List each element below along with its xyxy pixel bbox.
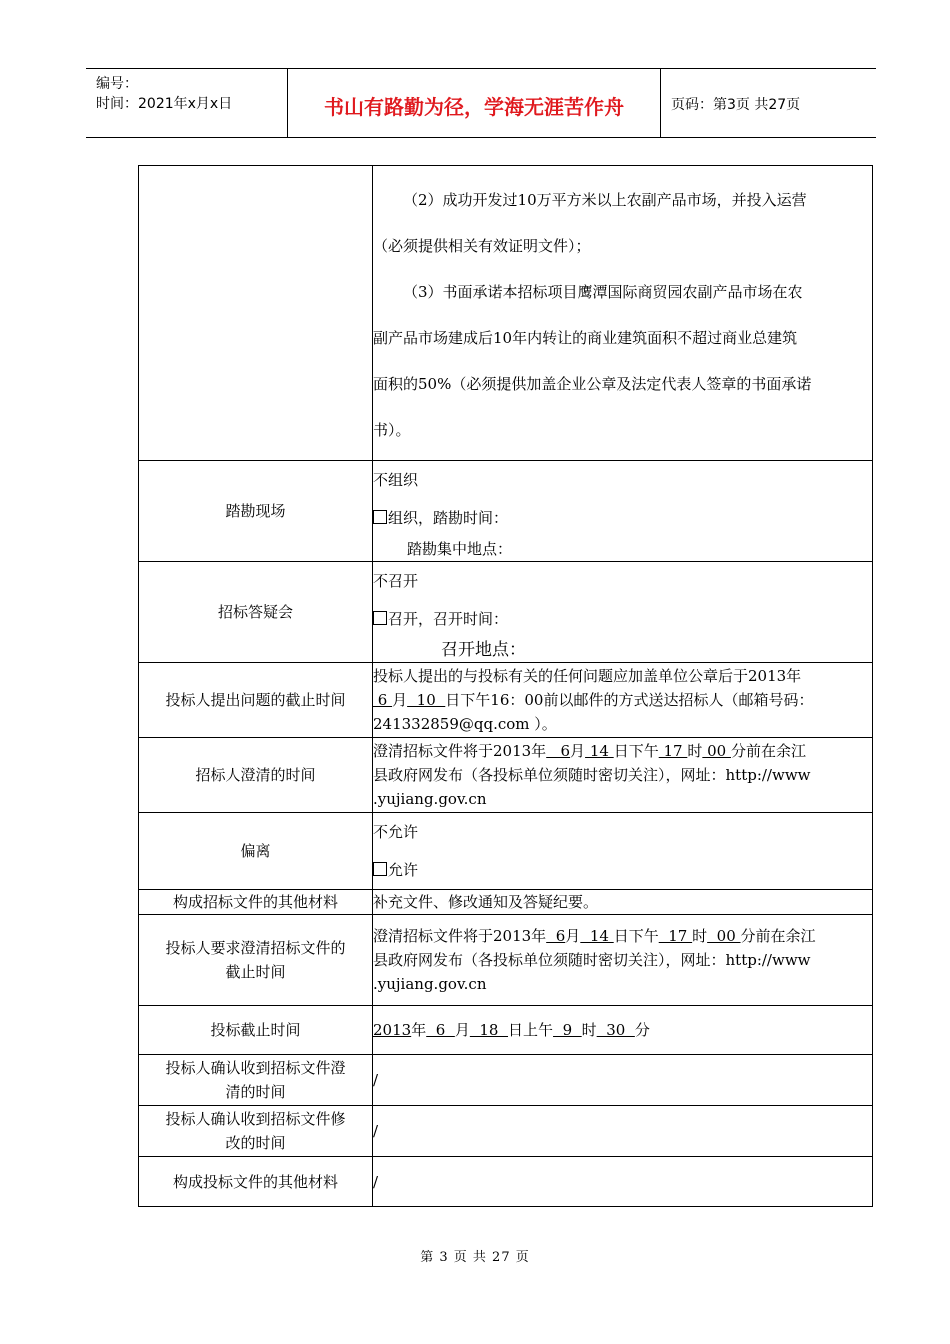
day-value: 10 xyxy=(407,691,446,709)
qualification-cell xyxy=(373,166,873,461)
value-text: 分前在余江 xyxy=(740,927,816,945)
value-line xyxy=(373,688,872,712)
table-row xyxy=(139,738,873,813)
value-text: / xyxy=(373,1055,873,1106)
header-motto-cell xyxy=(288,69,661,137)
meeting-place: 召开地点： xyxy=(441,640,526,660)
meeting-cell xyxy=(373,562,873,663)
value-text: 县政府网发布（各投标单位须随时密切关注），网址：http://www xyxy=(373,951,811,969)
month-value: 6 xyxy=(546,927,566,945)
site-visit-cell xyxy=(373,461,873,562)
deviation-cell xyxy=(373,813,873,890)
checkbox[interactable] xyxy=(373,510,387,524)
hour-value: 9 xyxy=(553,1021,582,1039)
checkbox[interactable] xyxy=(373,611,387,625)
table-row xyxy=(139,1157,873,1207)
row-label: 招标答疑会 xyxy=(139,562,373,663)
label-line: 改的时间 xyxy=(225,1134,286,1152)
label-line: 清的时间 xyxy=(225,1083,286,1101)
label-line: 投标人确认收到招标文件修 xyxy=(165,1110,346,1128)
email-text: 241332859@qq.com ）。 xyxy=(373,715,557,733)
value-text: 澄清招标文件将于2013年 xyxy=(373,927,547,945)
option-row xyxy=(373,499,872,537)
unit: 日下午 xyxy=(613,742,659,760)
qual-text: 副产品市场建成后10年内转让的商业建筑面积不超过商业总建筑 xyxy=(373,329,798,347)
day-value: 18 xyxy=(469,1021,509,1039)
clarify-time-cell xyxy=(373,738,873,813)
option-row xyxy=(373,851,872,889)
minute-value: 00 xyxy=(707,927,741,945)
value-text: 投标人提出的与投标有关的任何问题应加盖单位公章后于2013年 xyxy=(373,667,802,685)
table-row xyxy=(139,1106,873,1157)
month-value: 6 xyxy=(546,742,571,760)
hour-value: 17 xyxy=(658,927,693,945)
table-row xyxy=(139,813,873,890)
year-value: 2013 xyxy=(373,1021,412,1039)
value-line xyxy=(373,924,872,948)
unit: 日下午 xyxy=(613,927,659,945)
option-text: 不允许 xyxy=(373,823,419,841)
website-text: .yujiang.gov.cn xyxy=(373,975,487,993)
qual-text: （2）成功开发过10万平方米以上农副产品市场，并投入运营 xyxy=(403,191,807,209)
day-value: 14 xyxy=(580,927,614,945)
unit: 月 xyxy=(565,927,581,945)
table-row xyxy=(139,1055,873,1106)
doc-time: 时间：2021年x月x日 xyxy=(96,96,233,112)
value-text: 县政府网发布（各投标单位须随时密切关注），网址：http://www xyxy=(373,766,811,784)
clarify-request-cell xyxy=(373,915,873,1006)
page-number: 页码：第3页 共27页 xyxy=(671,97,801,113)
unit: 月 xyxy=(454,1021,470,1039)
label-line: 投标人要求澄清招标文件的 xyxy=(165,939,346,957)
table-row xyxy=(139,1006,873,1055)
value-text: 日下午16：00前以邮件的方式送达招标人（邮箱号码： xyxy=(445,691,814,709)
row-label: 招标人澄清的时间 xyxy=(139,738,373,813)
row-label xyxy=(139,1106,373,1157)
unit: 月 xyxy=(392,691,408,709)
option-text: 不召开 xyxy=(373,572,419,590)
value-text: / xyxy=(373,1106,873,1157)
value-text: 分前在余江 xyxy=(730,742,806,760)
option-text: 允许 xyxy=(388,861,419,879)
unit: 时 xyxy=(692,927,708,945)
option-text: 召开，召开时间： xyxy=(388,610,509,628)
unit: 年 xyxy=(411,1021,427,1039)
qual-text: （3）书面承诺本招标项目鹰潭国际商贸园农副产品市场在农 xyxy=(403,283,803,301)
option-text: 不组织 xyxy=(373,471,419,489)
qual-text: 书）。 xyxy=(373,421,411,439)
header-meta-cell xyxy=(86,69,288,137)
hour-value: 17 xyxy=(658,742,688,760)
minute-value: 00 xyxy=(702,742,731,760)
table-row xyxy=(139,562,873,663)
table-row xyxy=(139,166,873,461)
qual-text: 面积的50%（必须提供加盖企业公章及法定代表人签章的书面承诺 xyxy=(373,375,812,393)
value-text: 澄清招标文件将于2013年 xyxy=(373,742,547,760)
page-footer: 第 3 页 共 27 页 xyxy=(420,1250,530,1265)
unit: 时 xyxy=(581,1021,597,1039)
unit: 分 xyxy=(634,1021,650,1039)
unit: 月 xyxy=(570,742,586,760)
day-value: 14 xyxy=(585,742,614,760)
row-label xyxy=(139,915,373,1006)
minute-value: 30 xyxy=(596,1021,635,1039)
website-text: .yujiang.gov.cn xyxy=(373,790,487,808)
row-label: 偏离 xyxy=(139,813,373,890)
row-label-empty xyxy=(139,166,373,461)
table-row xyxy=(139,461,873,562)
qual-text: （必须提供相关有效证明文件）； xyxy=(373,237,591,255)
question-deadline-cell xyxy=(373,663,873,738)
table-row xyxy=(139,890,873,915)
row-label: 投标截止时间 xyxy=(139,1006,373,1055)
month-value: 6 xyxy=(373,691,393,709)
row-label: 投标人提出问题的截止时间 xyxy=(139,663,373,738)
option-row xyxy=(373,600,872,638)
page-header xyxy=(86,68,876,138)
table-row xyxy=(139,915,873,1006)
row-label: 踏勘现场 xyxy=(139,461,373,562)
table-row xyxy=(139,663,873,738)
unit: 日上午 xyxy=(508,1021,554,1039)
value-text: 补充文件、修改通知及答疑纪要。 xyxy=(373,890,873,915)
checkbox[interactable] xyxy=(373,862,387,876)
bid-deadline-cell xyxy=(373,1006,873,1055)
value-text: / xyxy=(373,1157,873,1207)
site-place: 踏勘集中地点： xyxy=(407,540,513,558)
label-line: 投标人确认收到招标文件澄 xyxy=(165,1059,346,1077)
row-label xyxy=(139,1055,373,1106)
row-label: 构成投标文件的其他材料 xyxy=(139,1157,373,1207)
unit: 时 xyxy=(687,742,703,760)
doc-code: 编号： xyxy=(96,76,138,92)
label-line: 截止时间 xyxy=(225,963,286,981)
option-text: 组织，踏勘时间： xyxy=(388,509,509,527)
bid-info-table xyxy=(138,165,873,1207)
motto: 书山有路勤为径，学海无涯苦作舟 xyxy=(324,95,624,119)
month-value: 6 xyxy=(426,1021,455,1039)
header-page-cell xyxy=(661,69,876,137)
row-label: 构成招标文件的其他材料 xyxy=(139,890,373,915)
value-line xyxy=(373,739,872,763)
